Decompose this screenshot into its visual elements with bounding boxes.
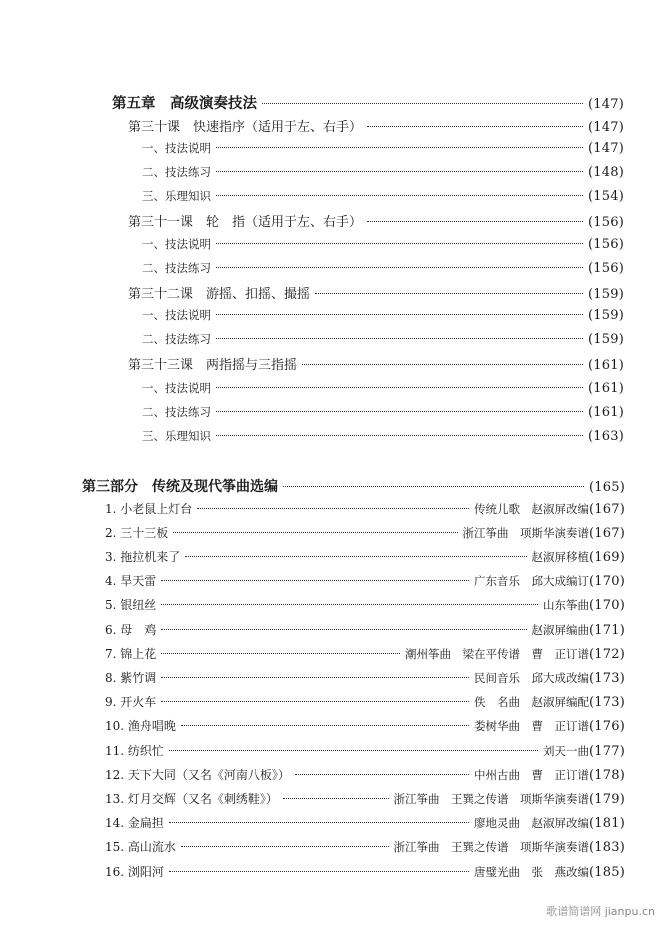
piece-entry	[105, 500, 625, 518]
piece-entry	[105, 596, 625, 614]
piece-credit: 浙江筝曲 王巽之传谱 项斯华演奏谱	[393, 792, 590, 806]
piece-entry	[105, 669, 625, 687]
leader-dots	[315, 293, 583, 294]
section-entry	[142, 307, 624, 323]
chapter-title: 第五章 高级演奏技法	[112, 95, 257, 112]
piece-title: 10. 渔舟唱晚	[105, 719, 176, 733]
leader-dots	[216, 387, 583, 388]
page-number: (165)	[589, 480, 625, 495]
leader-dots	[197, 508, 469, 509]
leader-dots	[185, 556, 526, 557]
piece-title: 6. 母 鸡	[105, 623, 157, 637]
piece-entry	[105, 621, 625, 639]
piece-entry	[105, 863, 625, 881]
piece-credit: 浙江筝曲 王巽之传谱 项斯华演奏谱	[393, 840, 590, 854]
lesson-title: 第三十三课 两指摇与三指摇	[128, 358, 298, 373]
section-entry	[142, 164, 624, 180]
page-number: (167)	[589, 526, 625, 541]
page-number: (185)	[589, 865, 625, 880]
lesson-entry	[128, 211, 624, 229]
lesson-title: 第三十一课 轮 指（适用于左、右手）	[128, 215, 363, 230]
page-number: (183)	[589, 840, 625, 855]
page-number: (170)	[589, 574, 625, 589]
piece-credit: 民间音乐 邱大成改编	[474, 671, 590, 685]
section-title: 一、技法说明	[142, 308, 211, 322]
leader-dots	[169, 750, 538, 751]
page-number: (161)	[588, 358, 624, 373]
leader-dots	[169, 871, 469, 872]
piece-title: 7. 锦上花	[105, 647, 157, 661]
leader-dots	[262, 103, 583, 104]
page-number: (173)	[589, 695, 625, 710]
page-number: (173)	[589, 671, 625, 686]
site-watermark: 歌谱简谱网 jianpu.cn	[546, 905, 655, 918]
part-title: 第三部分 传统及现代筝曲选编	[82, 479, 278, 495]
page-number: (159)	[588, 332, 624, 347]
piece-entry	[105, 572, 625, 590]
page-number: (177)	[589, 744, 625, 759]
leader-dots	[216, 435, 583, 436]
piece-credit: 廖地灵曲 赵淑屏改编	[474, 816, 590, 830]
page-number: (147)	[588, 97, 624, 112]
leader-dots	[283, 486, 584, 487]
section-entry	[142, 331, 624, 347]
piece-credit: 赵淑屏编曲	[531, 623, 590, 637]
leader-dots	[216, 338, 583, 339]
lesson-entry	[128, 283, 624, 301]
piece-credit: 唐璧光曲 张 燕改编	[474, 865, 590, 879]
section-entry	[142, 380, 624, 396]
leader-dots	[216, 171, 583, 172]
leader-dots	[169, 822, 469, 823]
piece-title: 1. 小老鼠上灯台	[105, 502, 193, 516]
piece-entry	[105, 693, 625, 711]
leader-dots	[283, 798, 389, 799]
leader-dots	[367, 126, 583, 127]
page-number: (170)	[589, 598, 625, 613]
leader-dots	[161, 701, 469, 702]
page-number: (172)	[589, 647, 625, 662]
leader-dots	[173, 532, 457, 533]
piece-title: 8. 紫竹调	[105, 671, 157, 685]
page-number: (179)	[589, 792, 625, 807]
lesson-entry	[128, 354, 624, 372]
piece-title: 3. 拖拉机来了	[105, 550, 181, 564]
leader-dots	[161, 580, 469, 581]
piece-credit: 刘天一曲	[543, 744, 590, 758]
leader-dots	[161, 653, 400, 654]
leader-dots	[216, 195, 583, 196]
page-number: (154)	[588, 189, 624, 204]
page-number: (156)	[588, 215, 624, 230]
leader-dots	[216, 314, 583, 315]
leader-dots	[161, 629, 526, 630]
section-title: 一、技法说明	[142, 381, 211, 395]
section-title: 二、技法练习	[142, 165, 211, 179]
section-entry	[142, 260, 624, 276]
chapter-entry	[112, 92, 624, 112]
leader-dots	[302, 364, 583, 365]
lesson-title: 第三十课 快速指序（适用于左、右手）	[128, 120, 363, 135]
piece-title: 5. 银纽丝	[105, 598, 157, 612]
page-number: (181)	[589, 816, 625, 831]
section-entry	[142, 188, 624, 204]
piece-credit: 中州古曲 曹 正订谱	[474, 768, 590, 782]
page-number: (159)	[588, 287, 624, 302]
piece-credit: 潮州筝曲 梁在平传谱 曹 正订谱	[405, 647, 590, 661]
part-entry	[82, 476, 625, 496]
piece-entry	[105, 645, 625, 663]
section-title: 一、技法说明	[142, 141, 211, 155]
piece-title: 13. 灯月交辉（又名《刺绣鞋》）	[105, 792, 278, 806]
piece-credit: 赵淑屏移植	[531, 550, 590, 564]
page-number: (161)	[588, 405, 624, 420]
page-number: (171)	[589, 623, 625, 638]
piece-entry	[105, 766, 625, 784]
leader-dots	[216, 147, 583, 148]
leader-dots	[367, 221, 583, 222]
page-number: (147)	[588, 141, 624, 156]
page-number: (167)	[589, 502, 625, 517]
page-number: (156)	[588, 261, 624, 276]
section-title: 三、乐理知识	[142, 189, 211, 203]
piece-credit: 传统儿歌 赵淑屏改编	[474, 502, 590, 516]
section-entry	[142, 236, 624, 252]
section-entry	[142, 428, 624, 444]
piece-credit: 山东筝曲	[543, 598, 590, 612]
piece-credit: 浙江筝曲 项斯华演奏谱	[462, 526, 590, 540]
page-number: (148)	[588, 165, 624, 180]
leader-dots	[181, 725, 469, 726]
piece-credit: 佚 名曲 赵淑屏编配	[474, 695, 590, 709]
leader-dots	[161, 604, 538, 605]
page-number: (169)	[589, 550, 625, 565]
leader-dots	[295, 774, 469, 775]
piece-entry	[105, 717, 625, 735]
piece-title: 9. 开火车	[105, 695, 157, 709]
piece-title: 4. 旱天雷	[105, 574, 157, 588]
piece-title: 14. 金扁担	[105, 816, 164, 830]
page-number: (147)	[588, 120, 624, 135]
lesson-title: 第三十二课 游摇、扣摇、撮摇	[128, 287, 311, 302]
leader-dots	[161, 677, 469, 678]
section-title: 三、乐理知识	[142, 429, 211, 443]
piece-title: 2. 三十三板	[105, 526, 169, 540]
piece-entry	[105, 838, 625, 856]
page-number: (159)	[588, 308, 624, 323]
piece-title: 11. 纺织忙	[105, 744, 164, 758]
section-title: 二、技法练习	[142, 332, 211, 346]
piece-title: 16. 浏阳河	[105, 865, 164, 879]
page-number: (176)	[589, 719, 625, 734]
leader-dots	[181, 846, 389, 847]
section-title: 二、技法练习	[142, 261, 211, 275]
piece-entry	[105, 742, 625, 760]
leader-dots	[216, 267, 583, 268]
page-number: (163)	[588, 429, 624, 444]
section-title: 二、技法练习	[142, 405, 211, 419]
piece-entry	[105, 814, 625, 832]
piece-entry	[105, 790, 625, 808]
section-title: 一、技法说明	[142, 237, 211, 251]
piece-entry	[105, 548, 625, 566]
section-entry	[142, 404, 624, 420]
page-number: (156)	[588, 237, 624, 252]
piece-credit: 娄树华曲 曹 正订谱	[474, 719, 590, 733]
page-number: (178)	[589, 768, 625, 783]
piece-credit: 广东音乐 邱大成编订	[474, 574, 590, 588]
piece-entry	[105, 524, 625, 542]
lesson-entry	[128, 116, 624, 134]
page-number: (161)	[588, 381, 624, 396]
leader-dots	[216, 411, 583, 412]
leader-dots	[216, 243, 583, 244]
piece-title: 15. 高山流水	[105, 840, 176, 854]
section-entry	[142, 140, 624, 156]
piece-title: 12. 天下大同（又名《河南八板》）	[105, 768, 290, 782]
